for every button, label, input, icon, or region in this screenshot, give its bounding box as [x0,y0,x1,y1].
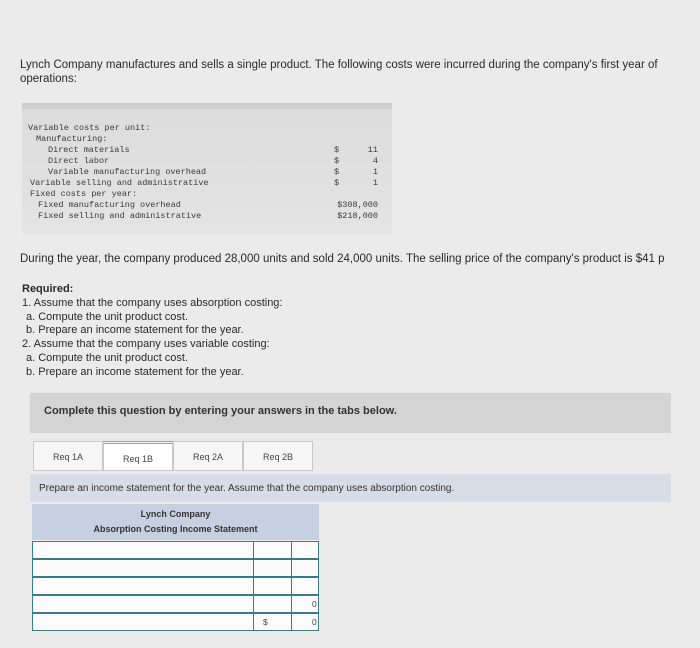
cost-data-box [22,103,392,234]
cell-divider [291,614,292,630]
direct-labor-value: 4 [372,156,378,166]
statement-total-value: 0 [312,599,317,609]
production-paragraph: During the year, the company produced 28,000 units and sold 24,000 units. The selling price of the company's product is $41 p [20,253,665,265]
statement-value-input[interactable] [257,597,291,613]
variable-costs-header: Variable costs per unit: [28,123,151,133]
direct-labor-label: Direct labor [48,156,110,166]
statement-label-input[interactable] [37,561,253,577]
statement-total-value: 0 [312,617,317,627]
statement-label-input[interactable] [37,597,253,613]
required-header: Required: [22,283,74,295]
required-item: 2. Assume that the company uses variable costing: [22,338,270,351]
fixed-selling-label: Fixed selling and administrative [38,211,202,221]
cell-divider [253,560,254,576]
variable-overhead-currency: $ [334,167,340,177]
required-item: 1. Assume that the company uses absorption costing: [22,296,283,309]
statement-row [32,541,319,559]
manufacturing-header: Manufacturing: [36,134,108,144]
fixed-overhead-value: $308,000 [337,200,378,210]
cell-divider [253,578,254,594]
statement-company: Lynch Company [140,509,211,519]
direct-materials-label: Direct materials [48,145,130,155]
statement-value-input[interactable] [257,561,291,577]
statement-row [32,595,319,613]
required-item: b. Prepare an income statement for the year. [26,324,244,337]
direct-materials-value: 11 [367,145,378,155]
statement-label-input[interactable] [37,543,253,559]
instruction-banner [30,474,671,502]
direct-materials-currency: $ [334,145,340,155]
statement-value-input[interactable] [257,543,291,559]
required-item: a. Compute the unit product cost. [26,351,189,364]
fixed-selling-value: $218,000 [337,211,378,221]
statement-row [32,577,319,595]
complete-question-banner [30,393,671,433]
required-section [22,283,282,380]
cell-divider [291,596,292,612]
instruction-text: Prepare an income statement for the year. Assume that the company uses absorption costing. [39,483,455,494]
required-item: b. Prepare an income statement for the year. [26,365,244,378]
fixed-overhead-label: Fixed manufacturing overhead [38,200,181,210]
tab-req-2a[interactable]: Req 2A [173,441,243,471]
statement-row [32,613,319,631]
statement-row [32,559,319,577]
cell-divider [253,596,254,612]
statement-label-input[interactable] [37,579,253,595]
variable-selling-value: 1 [372,178,378,188]
income-statement-table [32,504,319,632]
statement-currency: $ [263,617,268,627]
problem-intro [20,58,700,86]
variable-overhead-value: 1 [372,167,378,177]
variable-overhead-label: Variable manufacturing overhead [48,167,207,177]
direct-labor-currency: $ [334,156,340,166]
variable-selling-currency: $ [334,178,340,188]
tab-req-1b[interactable]: Req 1B [103,441,173,471]
tab-req-2b[interactable]: Req 2B [243,441,313,471]
complete-question-text: Complete this question by entering your answers in the tabs below. [44,405,397,417]
statement-total-input[interactable] [295,579,319,595]
statement-total-input[interactable] [295,561,319,577]
statement-value-input[interactable] [257,579,291,595]
cell-divider [253,614,254,630]
fixed-costs-header: Fixed costs per year: [30,189,138,199]
statement-total-input[interactable] [295,543,319,559]
cell-divider [291,560,292,576]
cell-divider [253,542,254,558]
cell-divider [291,542,292,558]
statement-title: Absorption Costing Income Statement [93,524,258,534]
tab-req-1a[interactable]: Req 1A [33,441,103,471]
statement-label-input[interactable] [37,615,253,631]
intro-line-2: operations: [20,73,77,85]
required-item: a. Compute the unit product cost. [26,310,189,323]
intro-line-1: Lynch Company manufactures and sells a single product. The following costs were incurred during the company's first year of [20,59,658,71]
variable-selling-label: Variable selling and administrative [30,178,209,188]
cell-divider [291,578,292,594]
statement-header [32,504,319,540]
